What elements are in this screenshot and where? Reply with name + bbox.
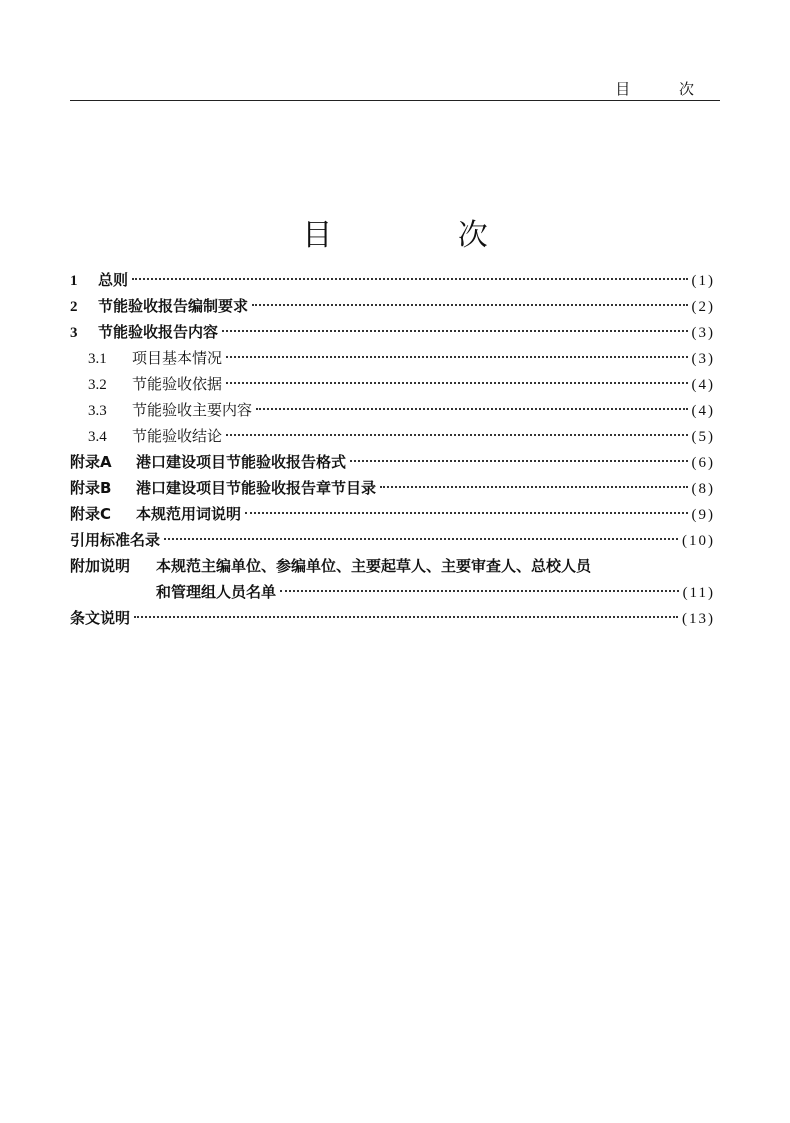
toc-number: 附录A [70,453,112,471]
toc-title: 本规范用词说明 [136,505,242,523]
toc-title: 总则 [98,271,129,289]
toc-page: (13) [682,611,715,627]
toc-page: (8) [691,481,715,497]
toc-entry-appendix-c[interactable] [70,504,715,530]
toc-entry-3[interactable] [70,322,715,348]
toc-leader [280,590,679,592]
toc-number: 附录B [70,479,112,497]
toc-number: 附录C [70,505,112,523]
toc-page: (5) [691,429,715,445]
toc-leader [226,382,687,384]
toc-leader [350,460,687,462]
toc-entry-additional-notes[interactable] [70,556,715,582]
toc-entry-1[interactable] [70,270,715,296]
page-title: 目 次 [302,218,546,253]
toc-entry-additional-notes-cont[interactable] [70,582,715,608]
toc-leader [132,278,687,280]
toc-leader [380,486,687,488]
toc-title: 条文说明 [70,609,131,627]
toc-page: (2) [691,299,715,315]
running-title: 目 次 [615,80,716,98]
toc-entry-3-4[interactable] [70,426,715,452]
toc-entry-appendix-b[interactable] [70,478,715,504]
toc-number: 1 [70,273,78,289]
toc-page: (9) [691,507,715,523]
toc-title-continued: 和管理组人员名单 [156,583,277,601]
toc-page: (11) [682,585,715,601]
toc-page: (4) [691,403,715,419]
toc-page: (3) [691,325,715,341]
toc-number: 3.1 [88,351,107,367]
toc-title: 节能验收主要内容 [132,401,253,419]
toc-title: 节能验收报告编制要求 [98,297,249,315]
toc-title: 节能验收结论 [132,427,223,445]
toc-leader [164,538,678,540]
toc-leader [256,408,687,410]
toc-entry-3-2[interactable] [70,374,715,400]
toc-title: 节能验收依据 [132,375,223,393]
toc-title: 港口建设项目节能验收报告章节目录 [136,479,377,497]
table-of-contents [70,270,715,634]
toc-title: 项目基本情况 [132,349,223,367]
toc-leader [245,512,687,514]
running-header [70,78,720,101]
toc-entry-3-3[interactable] [70,400,715,426]
toc-number: 3.3 [88,403,107,419]
toc-entry-referenced-standards[interactable] [70,530,715,556]
toc-number: 3 [70,325,78,341]
toc-title: 港口建设项目节能验收报告格式 [136,453,347,471]
toc-entry-3-1[interactable] [70,348,715,374]
toc-number: 附加说明 [70,557,131,575]
toc-number: 3.4 [88,429,107,445]
toc-leader [252,304,687,306]
toc-page: (10) [682,533,715,549]
toc-title: 本规范主编单位、参编单位、主要起草人、主要审查人、总校人员 [156,557,592,575]
toc-entry-explanation[interactable] [70,608,715,634]
toc-page: (1) [691,273,715,289]
toc-page: (6) [691,455,715,471]
toc-title: 节能验收报告内容 [98,323,219,341]
toc-leader [222,330,687,332]
toc-leader [226,434,687,436]
toc-page: (4) [691,377,715,393]
toc-leader [134,616,678,618]
toc-number: 2 [70,299,78,315]
toc-title: 引用标准名录 [70,531,161,549]
toc-entry-appendix-a[interactable] [70,452,715,478]
toc-entry-2[interactable] [70,296,715,322]
toc-number: 3.2 [88,377,107,393]
toc-page: (3) [691,351,715,367]
toc-leader [226,356,687,358]
